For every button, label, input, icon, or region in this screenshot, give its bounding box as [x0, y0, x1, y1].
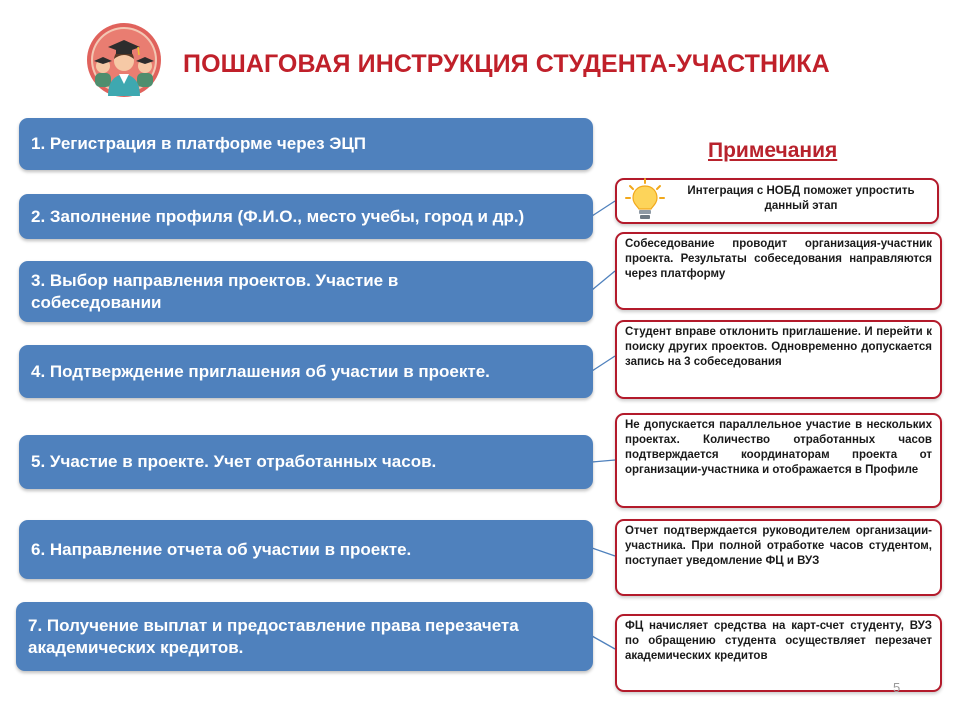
- connector-line: [592, 548, 615, 556]
- note-text: Не допускается параллельное участие в нескольких проектах. Количество отработанных часов подтверждается координаторам проекта от организации-участника и отображается в Профиле: [625, 419, 932, 476]
- note-text: Отчет подтверждается руководителем организации-участника. При полной отработке часов студентом, поступает уведомление ФЦ и ВУЗ: [625, 525, 932, 567]
- page-number: 5: [893, 680, 901, 695]
- step-label: 4. Подтверждение приглашения об участии в проекте.: [31, 361, 490, 381]
- page-title: ПОШАГОВАЯ ИНСТРУКЦИЯ СТУДЕНТА-УЧАСТНИКА: [183, 50, 830, 78]
- note-4: [615, 413, 942, 508]
- note-3: [615, 320, 942, 399]
- step-label: 5. Участие в проекте. Учет отработанных часов.: [31, 452, 437, 471]
- connector-line: [592, 460, 615, 462]
- connector-line: [592, 201, 615, 216]
- step-label: 3. Выбор направления проектов. Участие в собеседовании: [31, 270, 399, 312]
- notes-heading: Примечания: [708, 139, 838, 162]
- connector-line: [592, 636, 615, 649]
- step-4: [19, 345, 593, 398]
- step-7: [16, 602, 593, 671]
- step-5: [19, 435, 593, 489]
- step-label: 7. Получение выплат и предоставление права перезачета академических кредитов.: [28, 615, 519, 657]
- lightbulb-icon: [625, 178, 665, 222]
- step-label: 1. Регистрация в платформе через ЭЦП: [31, 134, 367, 153]
- note-5: [615, 519, 942, 596]
- connector-line: [592, 271, 615, 290]
- step-1: [19, 118, 593, 170]
- note-2: [615, 232, 942, 310]
- note-text: ФЦ начисляет средства на карт-счет студенту, ВУЗ по обращению студента осуществляет перезачет академических кредитов: [625, 620, 932, 662]
- note-text: Студент вправе отклонить приглашение. И перейти к поиску других проектов. Одновременно допускается запись на 3 собеседования: [625, 326, 932, 368]
- step-label: 2. Заполнение профиля (Ф.И.О., место учебы, город и др.): [31, 206, 525, 226]
- step-label: 6. Направление отчета об участии в проекте.: [31, 539, 412, 559]
- note-text: Интеграция с НОБД поможет упростить данный этап: [687, 185, 915, 212]
- connector-line: [592, 356, 615, 371]
- note-text: Собеседование проводит организация-участник проекта. Результаты собеседования направляются через платформу: [625, 238, 932, 280]
- step-6: [19, 520, 593, 579]
- step-2: [19, 194, 593, 239]
- step-3: [19, 261, 593, 322]
